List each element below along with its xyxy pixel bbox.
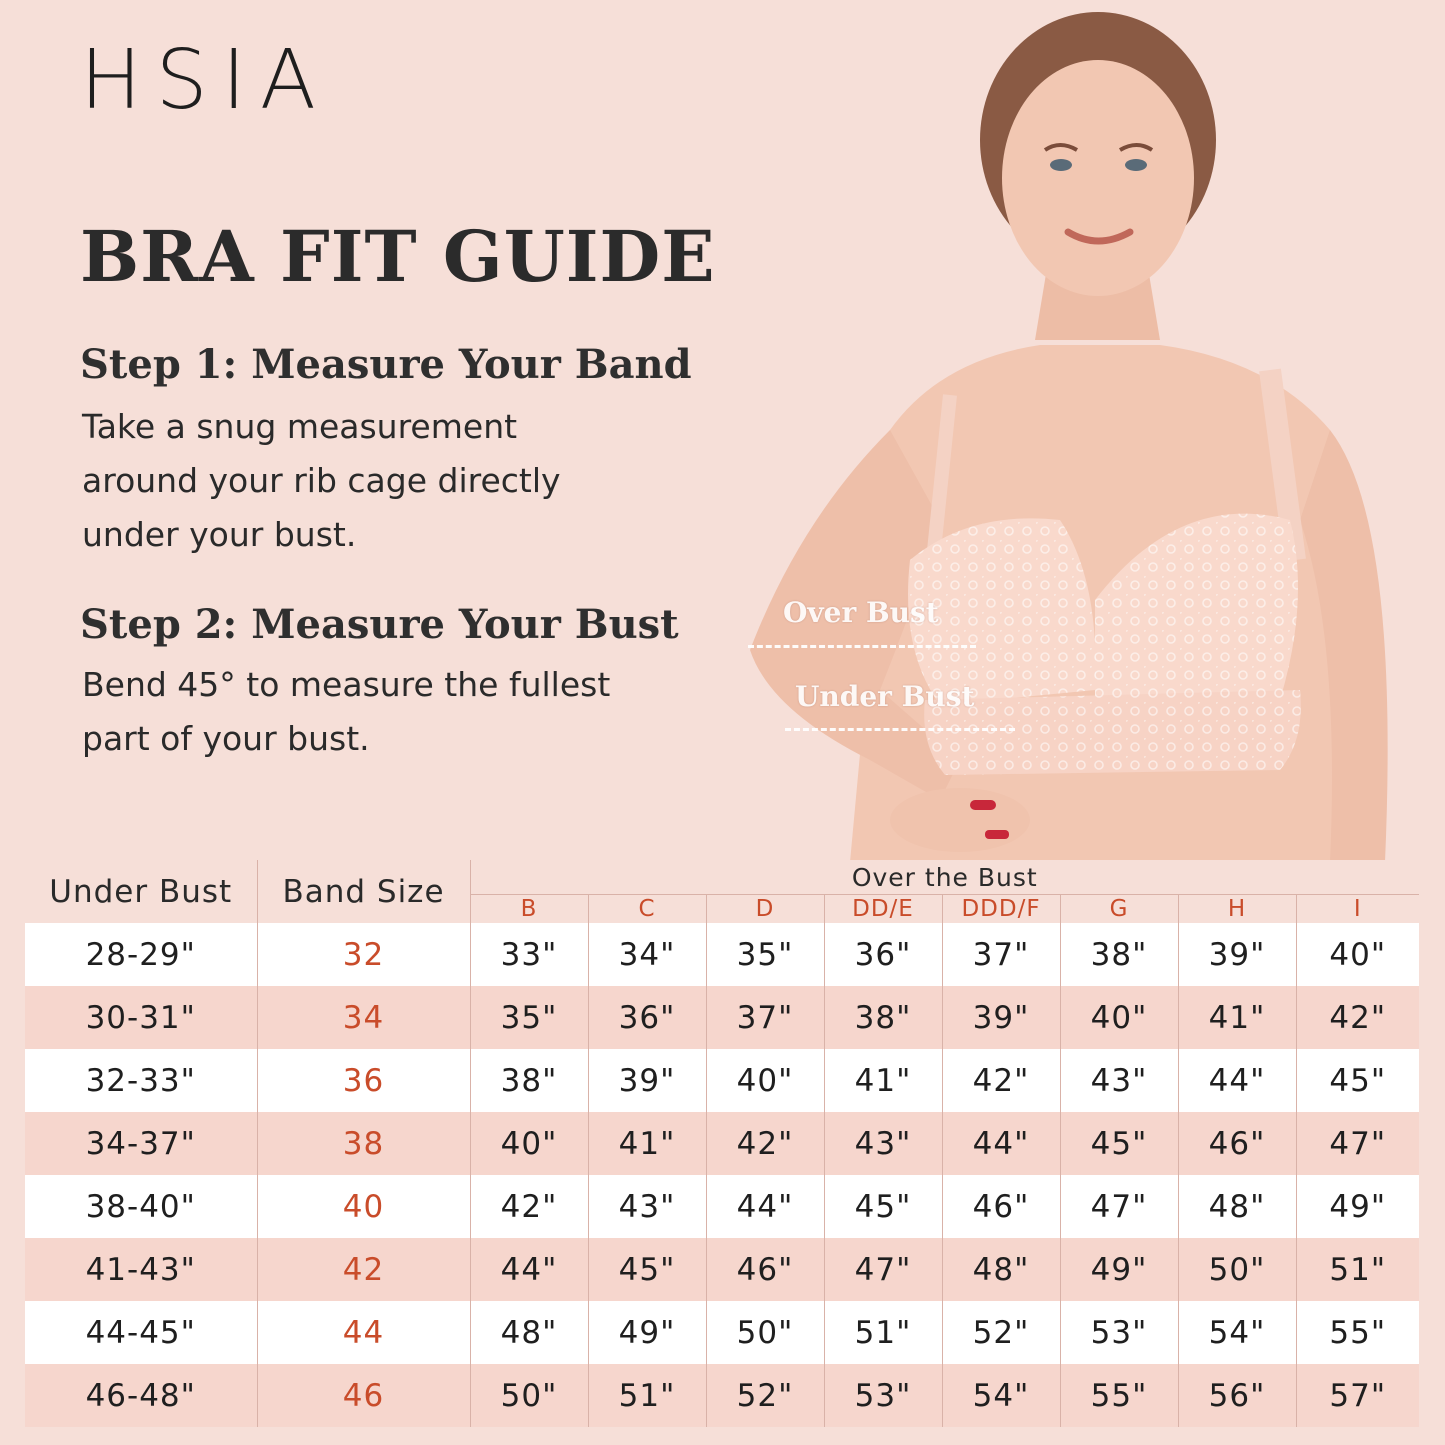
over-bust-cell: 44" (706, 1175, 824, 1238)
over-bust-cell: 38" (1060, 923, 1178, 986)
over-bust-cell: 48" (942, 1238, 1060, 1301)
band-size-cell: 46 (257, 1364, 470, 1427)
over-bust-cell: 33" (470, 923, 588, 986)
over-bust-cell: 44" (942, 1112, 1060, 1175)
over-bust-cell: 49" (1060, 1238, 1178, 1301)
over-bust-cell: 39" (942, 986, 1060, 1049)
cup-header: C (588, 895, 706, 924)
table-row (25, 1049, 1419, 1112)
under-bust-cell: 30-31" (25, 986, 257, 1049)
over-bust-cell: 50" (1178, 1238, 1296, 1301)
over-bust-cell: 40" (1296, 923, 1419, 986)
over-bust-cell: 57" (1296, 1364, 1419, 1427)
over-bust-cell: 42" (706, 1112, 824, 1175)
page-title: BRA FIT GUIDE (80, 215, 716, 298)
over-bust-cell: 41" (588, 1112, 706, 1175)
band-size-cell: 38 (257, 1112, 470, 1175)
over-bust-cell: 44" (470, 1238, 588, 1301)
over-bust-cell: 45" (1296, 1049, 1419, 1112)
step-2-text: Bend 45° to measure the fullest part of your bust. (82, 665, 611, 758)
size-chart-table (25, 860, 1419, 1427)
over-bust-cell: 46" (706, 1238, 824, 1301)
over-bust-cell: 39" (1178, 923, 1296, 986)
over-bust-cell: 37" (942, 923, 1060, 986)
cup-header: DDD/F (942, 895, 1060, 924)
over-bust-cell: 44" (1178, 1049, 1296, 1112)
table-row (25, 1112, 1419, 1175)
cup-header: B (470, 895, 588, 924)
brand-logo: HSIA (80, 33, 330, 128)
over-bust-cell: 45" (1060, 1112, 1178, 1175)
under-bust-cell: 34-37" (25, 1112, 257, 1175)
over-bust-cell: 46" (1178, 1112, 1296, 1175)
cup-header: DD/E (824, 895, 942, 924)
over-bust-cell: 47" (1296, 1112, 1419, 1175)
band-size-cell: 36 (257, 1049, 470, 1112)
over-bust-cell: 52" (706, 1364, 824, 1427)
over-bust-cell: 43" (824, 1112, 942, 1175)
over-bust-cell: 54" (1178, 1301, 1296, 1364)
under-bust-cell: 46-48" (25, 1364, 257, 1427)
cup-header: I (1296, 895, 1419, 924)
over-bust-cell: 40" (470, 1112, 588, 1175)
table-row (25, 1238, 1419, 1301)
over-bust-cell: 50" (470, 1364, 588, 1427)
over-bust-cell: 48" (1178, 1175, 1296, 1238)
under-bust-cell: 28-29" (25, 923, 257, 986)
cup-header: G (1060, 895, 1178, 924)
over-bust-cell: 38" (824, 986, 942, 1049)
over-bust-cell: 41" (1178, 986, 1296, 1049)
under-bust-cell: 38-40" (25, 1175, 257, 1238)
table-row (25, 986, 1419, 1049)
over-bust-cell: 51" (824, 1301, 942, 1364)
over-bust-line (748, 645, 976, 648)
under-bust-label: Under Bust (795, 680, 975, 713)
table-row (25, 923, 1419, 986)
cup-header: D (706, 895, 824, 924)
over-bust-cell: 43" (588, 1175, 706, 1238)
over-bust-cell: 48" (470, 1301, 588, 1364)
over-bust-cell: 42" (470, 1175, 588, 1238)
header-band-size: Band Size (257, 860, 470, 923)
over-bust-cell: 47" (824, 1238, 942, 1301)
over-bust-cell: 45" (824, 1175, 942, 1238)
over-bust-cell: 53" (1060, 1301, 1178, 1364)
over-bust-cell: 40" (706, 1049, 824, 1112)
over-bust-cell: 39" (588, 1049, 706, 1112)
over-bust-label: Over Bust (783, 596, 939, 629)
band-size-cell: 34 (257, 986, 470, 1049)
cup-header: H (1178, 895, 1296, 924)
over-bust-cell: 43" (1060, 1049, 1178, 1112)
under-bust-cell: 32-33" (25, 1049, 257, 1112)
band-size-cell: 40 (257, 1175, 470, 1238)
over-bust-cell: 37" (706, 986, 824, 1049)
header-under-bust: Under Bust (25, 860, 257, 923)
over-bust-cell: 42" (1296, 986, 1419, 1049)
under-bust-cell: 41-43" (25, 1238, 257, 1301)
table-row (25, 1364, 1419, 1427)
over-bust-cell: 42" (942, 1049, 1060, 1112)
under-bust-cell: 44-45" (25, 1301, 257, 1364)
over-bust-cell: 53" (824, 1364, 942, 1427)
over-bust-cell: 51" (588, 1364, 706, 1427)
over-bust-cell: 36" (588, 986, 706, 1049)
over-bust-cell: 56" (1178, 1364, 1296, 1427)
size-rows (25, 923, 1419, 1427)
under-bust-line (785, 728, 1015, 731)
band-size-cell: 44 (257, 1301, 470, 1364)
over-bust-cell: 52" (942, 1301, 1060, 1364)
over-bust-cell: 35" (706, 923, 824, 986)
over-bust-cell: 40" (1060, 986, 1178, 1049)
over-bust-cell: 49" (588, 1301, 706, 1364)
table-row (25, 1175, 1419, 1238)
step-1-text: Take a snug measurement around your rib cage directly under your bust. (82, 407, 561, 554)
over-bust-cell: 55" (1060, 1364, 1178, 1427)
over-bust-cell: 36" (824, 923, 942, 986)
over-bust-cell: 51" (1296, 1238, 1419, 1301)
over-bust-cell: 55" (1296, 1301, 1419, 1364)
over-bust-cell: 34" (588, 923, 706, 986)
over-bust-cell: 35" (470, 986, 588, 1049)
over-bust-cell: 41" (824, 1049, 942, 1112)
over-bust-cell: 46" (942, 1175, 1060, 1238)
over-bust-cell: 50" (706, 1301, 824, 1364)
band-size-cell: 42 (257, 1238, 470, 1301)
over-bust-cell: 38" (470, 1049, 588, 1112)
band-size-cell: 32 (257, 923, 470, 986)
table-row (25, 1301, 1419, 1364)
over-bust-cell: 54" (942, 1364, 1060, 1427)
over-bust-cell: 47" (1060, 1175, 1178, 1238)
step-2-heading: Step 2: Measure Your Bust (80, 601, 679, 648)
header-over-the-bust: Over the Bust (470, 860, 1419, 895)
over-bust-cell: 45" (588, 1238, 706, 1301)
over-bust-cell: 49" (1296, 1175, 1419, 1238)
model-photo (640, 0, 1445, 862)
step-1-heading: Step 1: Measure Your Band (80, 341, 692, 388)
